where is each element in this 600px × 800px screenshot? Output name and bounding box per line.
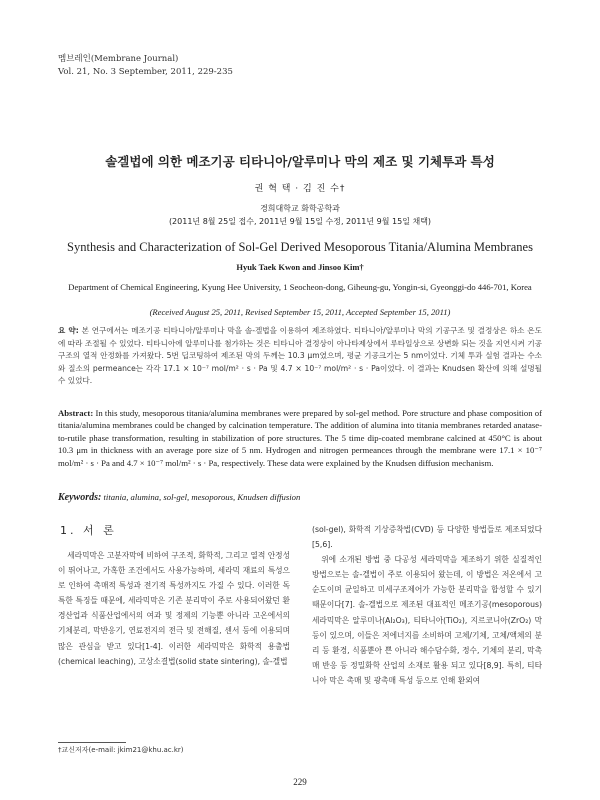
korean-abstract-text: 본 연구에서는 메조기공 티타니아/알루미나 막을 솔-겔법을 이용하여 제조하였다. 티타니아/알루미나 막의 기공구조 및 결정상은 하소 온도에 따라 조절될 수 있었다. 티타니아에 알루미나를 첨가하는 것은 티타니아 결정상이 아나타제상에서 루타일상으로 상변화 되는 것을 지연시켜 기공구조의 열적 안정화를 가져왔다. 5번 딥코팅하여 제조된 막의 두께는 10.3 μm였으며, 평균 기공크기는 5 nm이었다. 기체 투과 실험 결과는 수소와 질소의 permeance는 각각 17.1 × 10⁻⁷ mol/m² · s · Pa 및 4.7 × 10⁻⁷ mol/m² · s · Pa이었다. 이 결과는 Knudsen 확산에 의해 설명될 수 있었다. [58, 326, 542, 385]
footnote-divider [58, 742, 126, 743]
korean-title: 솔겔법에 의한 메조기공 티타니아/알루미나 막의 제조 및 기체투과 특성 [105, 154, 495, 169]
english-title: Synthesis and Characterization of Sol-Gel Derived Mesoporous Titania/Alumina Membranes [67, 240, 533, 254]
korean-abstract [58, 325, 542, 388]
journal-header [58, 53, 233, 79]
journal-issue: Vol. 21, No. 3 September, 2011, 229-235 [58, 67, 233, 77]
english-abstract-label: Abstract: [58, 408, 94, 418]
english-abstract-text: In this study, mesoporous titania/alumina membranes were prepared by sol-gel method. Pore structure and phase composition of titania/alumina membranes could be changed by calcination temperature. The addition of alumina into titania membranes retarded anatase-to-rutile phase transformation, resulting in stabilization of pore structures. The 5 time dip-coated membrane calcined at 450°C is about 10.3 μm in thickness with an average pore size of 5 nm. Hydrogen and nitrogen permeances through the membrane were 17.1 × 10⁻⁷ mol/m² · s · Pa and 4.7 × 10⁻⁷ mol/m² · s · Pa, respectively. These data were explained by the Knudsen diffusion mechanism. [58, 408, 543, 468]
english-affiliation: Department of Chemical Engineering, Kyung Hee University, 1 Seocheon-dong, Giheung-gu, Yongin-si, Gyeonggi-do 446-701, Korea [68, 282, 532, 292]
left-column [58, 522, 290, 669]
journal-name: 멤브레인(Membrane Journal) [58, 54, 179, 64]
korean-authors: 권 혁 택 · 김 진 수† [254, 184, 346, 194]
section-heading-introduction: 1. 서 론 [60, 524, 117, 537]
english-abstract [58, 407, 542, 469]
intro-paragraph-left: 세라믹막은 고분자막에 비하여 구조적, 화학적, 그리고 열적 안정성이 뛰어나고, 가혹한 조건에서도 사용가능하며, 세라믹 재료의 특성으로 인하여 촉매적 특성과 전기적 특성까지도 가질 수 있다. 이러한 독특한 특징들 때문에, 세라믹막은 기존 분리막이 주로 사용되어왔던 환경산업과 식품산업에서의 여과 및 정제의 기능뿐 아니라 고온에서의 기체분리, 막반응기, 연료전지의 전극 및 전해질, 센서 등에 이용되며 많은 관심을 받고 있다[1-4]. 이러한 세라믹막은 화학적 용출법(chemical leaching), 고상소결법(solid state sintering), 솔-겔법 [58, 551, 290, 666]
right-column [312, 522, 542, 688]
korean-abstract-label: 요 약: [58, 326, 79, 335]
intro-paragraph-right-1: (sol-gel), 화학적 기상증착법(CVD) 등 다양한 방법들로 제조되었다[5,6]. [312, 525, 542, 550]
keywords-text: titania, alumina, sol-gel, mesoporous, Knudsen diffusion [103, 492, 301, 502]
page-number: 229 [293, 777, 307, 787]
english-authors: Hyuk Taek Kwon and Jinsoo Kim† [236, 262, 364, 272]
keywords-label: Keywords: [58, 492, 102, 503]
keywords [58, 492, 542, 503]
corresponding-author-footnote: †교신저자(e-mail: jkim21@khu.ac.kr) [58, 746, 184, 754]
korean-affiliation: 경희대학교 화학공학과 [260, 204, 340, 213]
english-dates: (Received August 25, 2011, Revised September 15, 2011, Accepted September 15, 2011) [149, 307, 451, 317]
korean-dates: (2011년 8월 25일 접수, 2011년 9월 15일 수정, 2011년 9월 15일 채택) [168, 217, 432, 226]
intro-paragraph-right-2: 위에 소개된 방법 중 다공성 세라믹막을 제조하기 위한 실질적인 방법으로는 솔-겔법이 주로 이용되어 왔는데, 이 방법은 저온에서 고순도이며 균일하고 미세구조제어가 가능한 분리막을 합성할 수 있기 때문이다[7]. 솔-겔법으로 제조된 대표적인 메조기공(mesoporous) 세라믹막은 알루미나(Al₂O₃), 티타니아(TiO₂), 지르코니아(ZrO₂) 막 등이 있으며, 이들은 저에너지를 소비하며 고체/기체, 고체/액체의 분리 등 환경, 식품뿐아 쁜 아니라 해수담수화, 정수, 기체의 분리, 막촉매 반응 등 정밀화학 산업의 소재로 활용 되고 있다[8,9]. 특히, 티타니아 막은 촉매 및 광촉매 특성 등으로 인해 환외여 [312, 555, 542, 685]
